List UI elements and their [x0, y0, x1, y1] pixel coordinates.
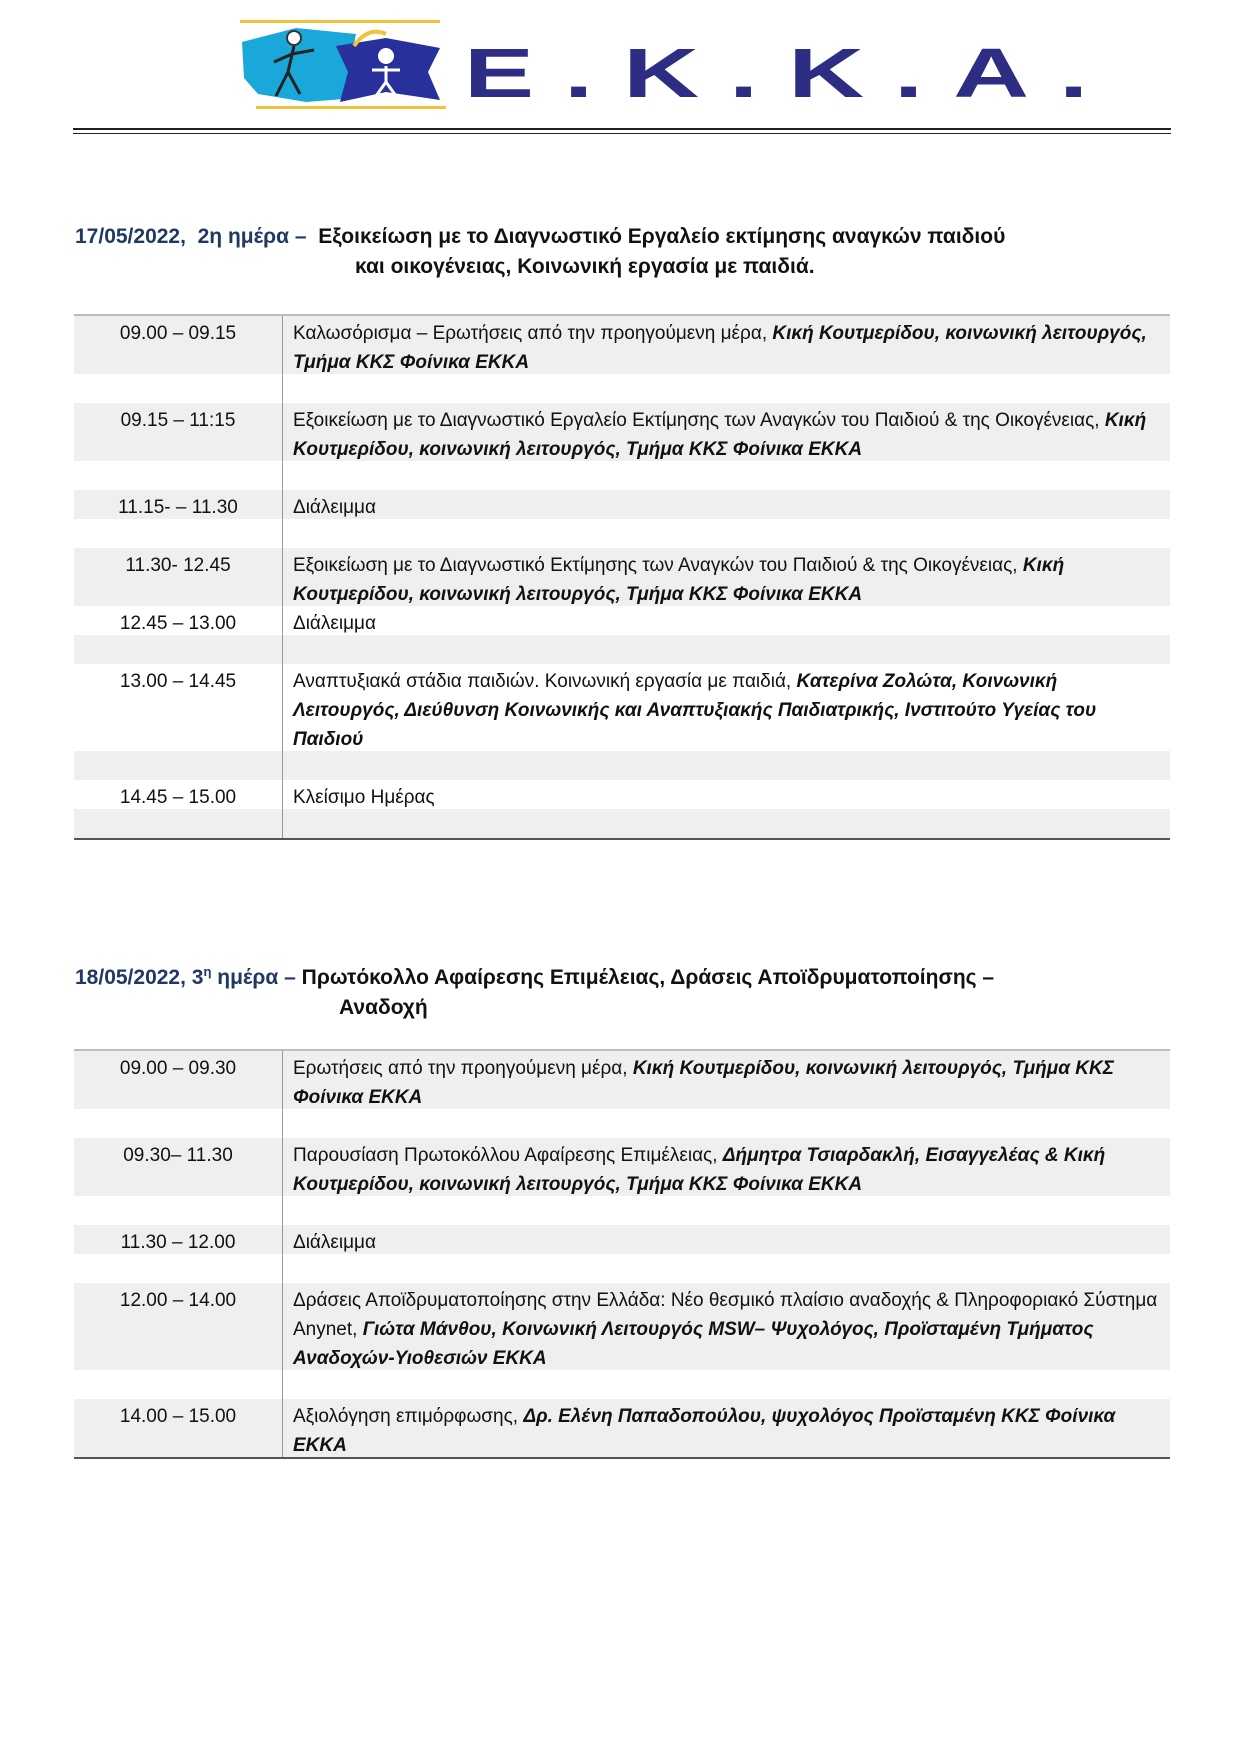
table-row-spacer: [74, 635, 1170, 664]
row-time: 11.30 – 12.00: [120, 1232, 236, 1253]
row-description: Εξοικείωση με το Διαγνωστικό Εκτίμησης των Αναγκών του Παιδιού & της Οικογένειας, Κική Κουτμερίδου, κοινωνική λειτουργός, Τμήμα ΚΚΣ Φοίνικα ΕΚΚΑ: [293, 555, 1065, 605]
table-row-spacer: [74, 1254, 1170, 1283]
row-speaker: Κική Κουτμερίδου, κοινωνική λειτουργός, Τμήμα ΚΚΣ Φοίνικα ΕΚΚΑ: [293, 323, 1147, 373]
table-row-spacer: [74, 519, 1170, 548]
day2-day: 2η ημέρα –: [197, 225, 307, 248]
row-time: 11.30- 12.45: [125, 555, 231, 576]
row-speaker: Δήμητρα Τσιαρδακλή, Εισαγγελέας & Κική Κουτμερίδου, κοινωνική λειτουργός, Τμήμα ΚΚΣ Φοίνικα ΕΚΚΑ: [293, 1145, 1106, 1195]
row-description: Διάλειμμα: [293, 497, 376, 518]
row-speaker: Κική Κουτμερίδου, κοινωνική λειτουργός, Τμήμα ΚΚΣ Φοίνικα ΕΚΚΑ: [293, 1058, 1114, 1108]
row-speaker: Κική Κουτμερίδου, κοινωνική λειτουργός, Τμήμα ΚΚΣ Φοίνικα ΕΚΚΑ: [293, 410, 1147, 460]
header-logo: [236, 16, 1119, 114]
ekka-logo-icon: [236, 16, 446, 114]
row-time: 14.00 – 15.00: [119, 1406, 237, 1427]
row-description: Καλωσόρισμα – Ερωτήσεις από την προηγούμενη μέρα, Κική Κουτμερίδου, κοινωνική λειτουργός, Τμήμα ΚΚΣ Φοίνικα ΕΚΚΑ: [293, 323, 1147, 373]
row-time: 09.00 – 09.15: [119, 323, 237, 344]
row-description: Εξοικείωση με το Διαγνωστικό Εργαλείο Εκτίμησης των Αναγκών του Παιδιού & της Οικογένειας, Κική Κουτμερίδου, κοινωνική λειτουργός, Τμήμα ΚΚΣ Φοίνικα ΕΚΚΑ: [293, 410, 1147, 460]
day3-heading: [75, 957, 1175, 1023]
table-row: [74, 1051, 1170, 1109]
row-time: 14.45 – 15.00: [119, 787, 237, 808]
row-speaker: Κική Κουτμερίδου, κοινωνική λειτουργός, Τμήμα ΚΚΣ Φοίνικα ΕΚΚΑ: [293, 555, 1065, 605]
row-description: Διάλειμμα: [293, 613, 376, 634]
row-time: 11.15- – 11.30: [118, 497, 238, 518]
table-row-spacer: [74, 751, 1170, 780]
table-row-spacer: [74, 461, 1170, 490]
table-row: [74, 1225, 1170, 1254]
table-row-spacer: [74, 1370, 1170, 1399]
table-row: [74, 490, 1170, 519]
row-speaker: Γιώτα Μάνθου, Κοινωνική Λειτουργός MSW– Ψυχολόγος, Προϊσταμένη Τμήματος Αναδοχών-Υιοθεσιών ΕΚΚΑ: [293, 1319, 1094, 1369]
day3-day: ημέρα –: [211, 966, 296, 989]
header-rule-thin: [73, 133, 1171, 134]
day2-title-line1: Εξοικείωση με το Διαγνωστικό Εργαλείο εκτίμησης αναγκών παιδιού: [318, 225, 1006, 248]
row-description: Αναπτυξιακά στάδια παιδιών. Κοινωνική εργασία με παιδιά, Κατερίνα Ζολώτα, Κοινωνική Λειτουργός, Διεύθυνση Κοινωνικής και Αναπτυξιακής Παιδιατρικής, Ινστιτούτο Υγείας του Παιδιού: [293, 671, 1097, 750]
header-rule: [73, 128, 1171, 130]
row-description: Διάλειμμα: [293, 1232, 376, 1253]
day3-schedule-table: [74, 1049, 1170, 1459]
row-speaker: Δρ. Ελένη Παπαδοπούλου, ψυχολόγος Προϊσταμένη ΚΚΣ Φοίνικα ΕΚΚΑ: [293, 1406, 1116, 1456]
row-time: 09.00 – 09.30: [119, 1058, 237, 1079]
row-speaker: Κατερίνα Ζολώτα, Κοινωνική Λειτουργός, Διεύθυνση Κοινωνικής και Αναπτυξιακής Παιδιατρικής, Ινστιτούτο Υγείας του Παιδιού: [293, 671, 1097, 750]
row-time: 09.15 – 11:15: [120, 410, 236, 431]
row-description: Ερωτήσεις από την προηγούμενη μέρα, Κική Κουτμερίδου, κοινωνική λειτουργός, Τμήμα ΚΚΣ Φοίνικα ΕΚΚΑ: [293, 1058, 1114, 1108]
day2-date: 17/05/2022,: [75, 225, 186, 248]
table-row-spacer: [74, 1109, 1170, 1138]
row-description: Αξιολόγηση επιμόρφωσης, Δρ. Ελένη Παπαδοπούλου, ψυχολόγος Προϊσταμένη ΚΚΣ Φοίνικα ΕΚΚΑ: [293, 1406, 1116, 1456]
table-row: [74, 664, 1170, 751]
row-description: Κλείσιμο Ημέρας: [293, 787, 435, 808]
logo-text: Ε.Κ.Κ.Α.: [464, 34, 1119, 112]
table-row: [74, 316, 1170, 374]
day3-title-line2: Αναδοχή: [339, 996, 428, 1019]
day3-day-sup: η: [203, 964, 212, 979]
row-description: Παρουσίαση Πρωτοκόλλου Αφαίρεσης Επιμέλειας, Δήμητρα Τσιαρδακλή, Εισαγγελέας & Κική Κουτμερίδου, κοινωνική λειτουργός, Τμήμα ΚΚΣ Φοίνικα ΕΚΚΑ: [293, 1145, 1106, 1195]
day3-title-line1: Πρωτόκολλο Αφαίρεσης Επιμέλειας, Δράσεις Αποϊδρυματοποίησης –: [301, 966, 995, 989]
table-row: [74, 548, 1170, 606]
table-row: [74, 403, 1170, 461]
table-row: [74, 606, 1170, 635]
row-time: 09.30– 11.30: [123, 1145, 233, 1166]
table-row: [74, 1138, 1170, 1196]
table-row-spacer: [74, 809, 1170, 838]
day2-heading: [75, 222, 1175, 282]
table-row: [74, 1283, 1170, 1370]
day2-title-line2: και οικογένειας, Κοινωνική εργασία με παιδιά.: [355, 255, 815, 278]
table-row-spacer: [74, 374, 1170, 403]
table-row-spacer: [74, 1196, 1170, 1225]
day3-date: 18/05/2022, 3: [75, 966, 204, 989]
table-row: [74, 780, 1170, 809]
row-time: 12.45 – 13.00: [119, 613, 237, 634]
day2-schedule-table: [74, 314, 1170, 840]
row-time: 13.00 – 14.45: [119, 671, 237, 692]
row-time: 12.00 – 14.00: [119, 1290, 237, 1311]
row-description: Δράσεις Αποϊδρυματοποίησης στην Ελλάδα: Νέο θεσμικό πλαίσιο αναδοχής & Πληροφοριακό Σύστημα Anynet, Γιώτα Μάνθου, Κοινωνική Λειτουργός MSW– Ψυχολόγος, Προϊσταμένη Τμήματος Αναδοχών-Υιοθεσιών ΕΚΚΑ: [293, 1290, 1158, 1369]
table-row: [74, 1399, 1170, 1457]
